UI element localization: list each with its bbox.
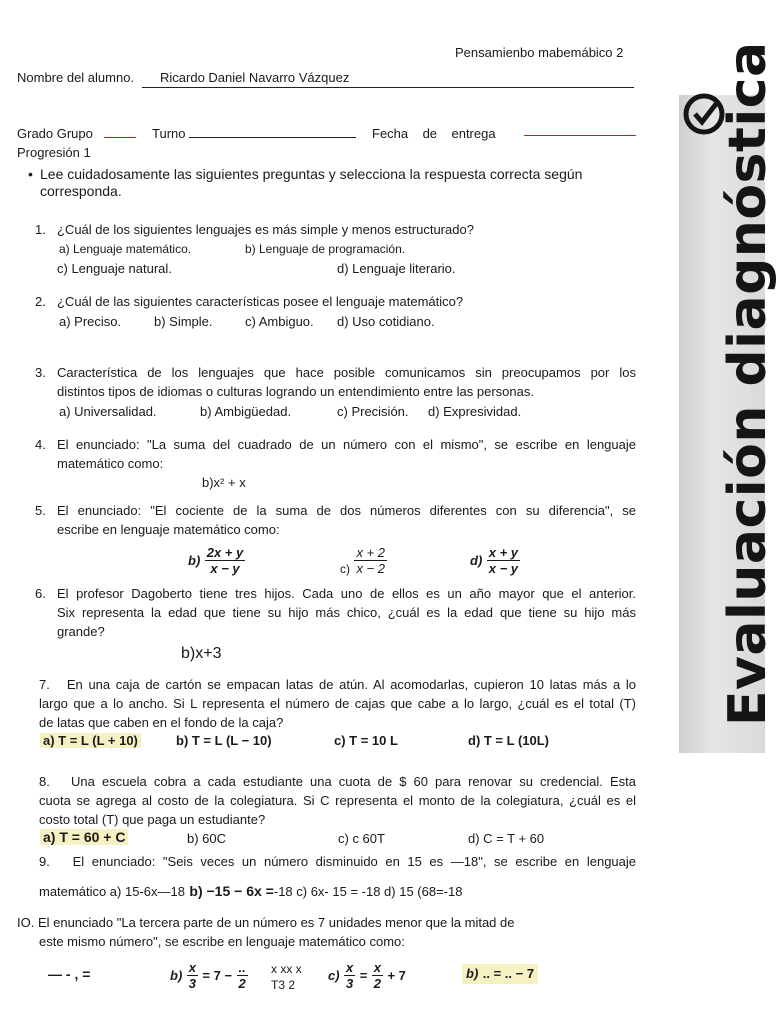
- q10-c-end: + 7: [387, 968, 406, 983]
- q9-text-line-2: [39, 883, 462, 901]
- q7-text-line-3: de latas que caben en el fondo de la caja?: [39, 715, 284, 730]
- student-label: Nombre del alumno.: [17, 70, 135, 85]
- q3-option-c: c) Precisión.: [337, 404, 409, 419]
- q10-b-mid: = 7 −: [202, 968, 233, 983]
- q10-b-num-1: x: [188, 960, 196, 975]
- name-underline: [142, 87, 634, 88]
- q1-option-a: a) Lenguaje matemático.: [59, 242, 192, 256]
- q8-option-a: a) T = 60 + C: [40, 829, 128, 845]
- q7-option-a: a) T = L (L + 10): [40, 733, 141, 748]
- q8-text-line-3: costo total (T) que paga un estudiante?: [39, 812, 266, 827]
- q5-b-numerator: 2x + y: [206, 545, 244, 560]
- q10-b-num-2: ..: [238, 960, 246, 975]
- q1-number: 1.: [35, 222, 46, 237]
- q2-option-d: d) Uso cotidiano.: [337, 314, 435, 329]
- sidebar-title: Evaluación diagnóstica: [718, 41, 778, 726]
- q10-b-den-2: 2: [238, 976, 246, 991]
- q2-option-a: a) Preciso.: [59, 314, 122, 329]
- q5-option-c-label: c): [340, 562, 350, 576]
- q5-number: 5.: [35, 503, 46, 518]
- q5-d-denominator: x − y: [488, 561, 519, 576]
- q2-option-c: c) Ambiguo.: [245, 314, 314, 329]
- q10-option-d: [462, 964, 538, 984]
- q5-option-c: [340, 545, 387, 576]
- q4-text-line-1: El enunciado: "La suma del cuadrado de un número con el mismo", se escribe en lenguaje: [57, 437, 636, 452]
- q6-number: 6.: [35, 586, 46, 601]
- q3-text-line-2: distintos tipos de idiomas o culturas logrando un entendimiento entre las personas.: [57, 384, 534, 399]
- q6-text-line-3: grande?: [57, 624, 105, 639]
- q7-option-b: b) T = L (L − 10): [176, 733, 272, 748]
- q3-option-b: b) Ambigüedad.: [200, 404, 292, 419]
- q1-option-b: b) Lenguaje de programación.: [245, 242, 406, 256]
- q10-c-den-2: 2: [373, 976, 381, 991]
- q10-option-c: [328, 960, 406, 991]
- fecha-label: Fecha de entrega: [372, 126, 496, 141]
- instructions-line-2: corresponda.: [40, 183, 122, 199]
- q6-text-line-1: El profesor Dagoberto tiene tres hijos. Cada uno de ellos es un año mayor que el anterior.: [57, 586, 636, 601]
- q7-option-d: d) T = L (10L): [468, 733, 550, 748]
- q8-option-c: c) c 60T: [338, 831, 385, 846]
- q5-option-d: [470, 545, 520, 576]
- q10-option-b: [170, 960, 248, 991]
- q9-text-line-1: 9. El enunciado: "Seis veces un número disminuido en 15 es —18", se escribe en lenguaje: [39, 854, 636, 869]
- q10-option-a-mark: — - , =: [48, 966, 91, 982]
- q3-number: 3.: [35, 365, 46, 380]
- q5-c-denominator: x − 2: [356, 561, 385, 576]
- turno-underline: [189, 137, 356, 138]
- q5-option-d-label: d): [470, 553, 483, 568]
- q3-option-d: d) Expresividad.: [428, 404, 522, 419]
- course-name: Pensamienbo mabemábico 2: [455, 45, 624, 60]
- q4-answer: b)x² + x: [202, 475, 246, 490]
- q1-option-d: d) Lenguaje literario.: [337, 261, 456, 276]
- fecha-underline: [524, 135, 636, 136]
- q10-option-c-label: c): [328, 968, 340, 983]
- q5-b-denominator: x − y: [210, 561, 240, 576]
- q5-text-line-1: El enunciado: "El cociente de la suma de dos números diferentes con su diferencia", se: [57, 503, 636, 518]
- q10-b-den-1: 3: [188, 976, 196, 991]
- q10-c-num-2: x: [373, 960, 381, 975]
- q10-text-line-2: este mismo número", se escribe en lenguaje matemático como:: [39, 934, 405, 949]
- q6-answer: b)x+3: [181, 645, 222, 662]
- q1-option-c: c) Lenguaje natural.: [57, 261, 172, 276]
- q10-c-den-1: 3: [346, 976, 354, 991]
- q5-option-b-label: b): [188, 553, 201, 568]
- q10-c-num-1: x: [346, 960, 354, 975]
- student-name: Ricardo Daniel Navarro Vázquez: [160, 70, 350, 85]
- q8-text-line-1: 8. Una escuela cobra a cada estudiante una cuota de $ 60 para renovar su credencial. Esta: [39, 774, 636, 789]
- q3-option-a: a) Universalidad.: [59, 404, 157, 419]
- q6-text-line-2: Six representa la edad que tiene su hijo más chico, ¿cuál es la edad que tiene su hijo más: [57, 605, 636, 620]
- grado-underline: [104, 137, 136, 138]
- q10-c-mid: =: [359, 968, 368, 983]
- q4-number: 4.: [35, 437, 46, 452]
- q5-option-b: [188, 545, 245, 576]
- q9-text-part-c: -18 c) 6x- 15 = -18 d) 15 (68=-18: [273, 884, 463, 899]
- q10-option-b-label: b): [170, 968, 183, 983]
- turno-label: Turno: [152, 126, 186, 141]
- grado-label: Grado Grupo: [17, 126, 93, 141]
- q8-text-line-2: cuota se agrega al costo de la colegiatura. Si C representa el monto de la colegiatura, ¿cuál es el: [39, 793, 636, 808]
- q10-text-line-1: IO. El enunciado "La tercera parte de un número es 7 unidades menor que la mitad de: [17, 915, 515, 930]
- q5-c-numerator: x + 2: [356, 545, 385, 560]
- q5-d-numerator: x + y: [488, 545, 519, 560]
- instructions-bullet: •: [28, 166, 33, 182]
- instructions-line-1: Lee cuidadosamente las siguientes preguntas y selecciona la respuesta correcta según: [40, 166, 583, 182]
- q2-text: ¿Cuál de las siguientes características posee el lenguaje matemático?: [57, 294, 464, 309]
- q10-option-d-text: .. = .. − 7: [482, 966, 535, 981]
- q10-option-d-label: b): [466, 966, 479, 981]
- q3-text-line-1: Característica de los lenguajes que hace posible comunicamos sin preocupamos por los: [57, 365, 636, 380]
- q7-text-line-2: largo que a lo ancho. Si L representa el número de cajas que cabe a lo largo, ¿cuál es el total (T): [39, 696, 636, 711]
- q8-option-d: d) C = T + 60: [468, 831, 545, 846]
- q1-text: ¿Cuál de los siguientes lenguajes es más simple y menos estructurado?: [57, 222, 474, 237]
- q5-text-line-2: escribe en lenguaje matemático como:: [57, 522, 280, 537]
- q2-number: 2.: [35, 294, 46, 309]
- q7-text-line-1: 7. En una caja de cartón se empacan latas de atún. Al acomodarlas, cupieron 10 latas más a lo: [39, 677, 636, 692]
- q9-text-part-a: matemático a) 15-6x—18: [39, 884, 185, 899]
- q4-text-line-2: matemático como:: [57, 456, 164, 471]
- q2-option-b: b) Simple.: [154, 314, 213, 329]
- q8-option-b: b) 60C: [187, 831, 227, 846]
- progresion-label: Progresión 1: [17, 145, 91, 160]
- q10-stray-text-1: x xx x: [271, 962, 302, 976]
- q10-stray-text-2: T3 2: [271, 978, 296, 992]
- q7-option-c: c) T = 10 L: [334, 733, 398, 748]
- q9-text-part-b: b) −15 − 6x =: [189, 883, 274, 899]
